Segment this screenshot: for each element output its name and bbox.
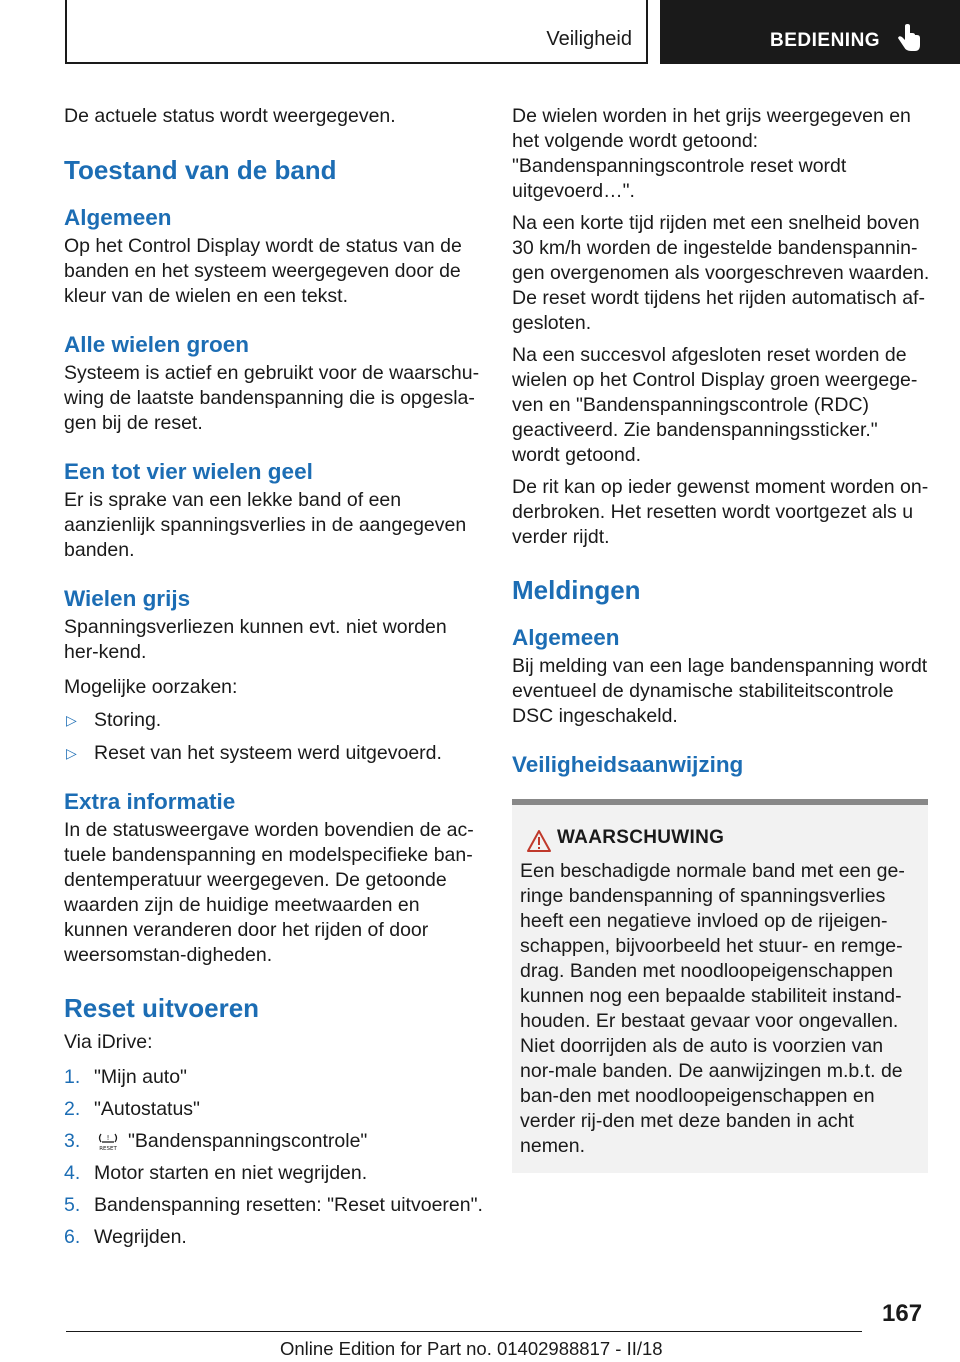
section-label[interactable]: BEDIENING — [770, 30, 881, 51]
warning-title: WAARSCHUWING — [557, 827, 725, 848]
list-item: 5. Bandenspanning resetten: "Reset uitvoeren". — [64, 1194, 483, 1216]
text-algemeen: Op het Control Display wordt de status van de banden en het systeem weergegeven door de kleur van de wielen en een tekst. — [64, 235, 462, 307]
list-item: 3. ! RESET "Bandenspanningscontrole" — [64, 1130, 368, 1152]
text-geel: Er is sprake van een lekke band of een aanzienlijk spanningsverlies in de aangegeven banden. — [64, 489, 467, 561]
heading-wielen-geel: Een tot vier wielen geel — [64, 459, 313, 484]
chapter-tab-label[interactable]: Veiligheid — [546, 28, 632, 50]
heading-meldingen: Meldingen — [512, 575, 641, 605]
section-header-bar — [660, 0, 960, 64]
text-melding: Bij melding van een lage bandenspanning wordt eventueel de dynamische stabiliteitscontrole DSC ingeschakeld. — [512, 655, 928, 727]
warning-triangle-icon — [526, 829, 552, 853]
list-item: ▷ Reset van het systeem werd uitgevoerd. — [66, 742, 442, 764]
intro-text: De actuele status wordt weergegeven. — [64, 105, 396, 127]
footer-edition: Online Edition for Part no. 01402988817 - II/18 — [280, 1338, 663, 1359]
text-korte-tijd: Na een korte tijd rijden met een snelheid boven 30 km/h worden de ingestelde bandenspannin‐gen overgenomen als voorgeschreven waarden. De reset wordt tijdens het rijden automatisch af‐gesloten. — [512, 212, 930, 334]
list-item: 1. "Mijn auto" — [64, 1066, 187, 1088]
right-column — [512, 102, 930, 1173]
text-succesvol: Na een succesvol afgesloten reset worden de wielen op het Control Display groen weergege‐ven en "Bandenspanningscontrole (RDC) geactiveerd. Zie bandenspanningssticker." wordt getoond. — [512, 344, 918, 466]
heading-extra-informatie: Extra informatie — [64, 789, 236, 814]
list-item: 4. Motor starten en niet wegrijden. — [64, 1162, 368, 1184]
heading-toestand: Toestand van de band — [64, 155, 337, 185]
heading-algemeen: Algemeen — [64, 205, 172, 230]
heading-algemeen-meldingen: Algemeen — [512, 625, 620, 650]
text-grijs: Spanningsverliezen kunnen evt. niet worden her‐kend. — [64, 616, 447, 663]
warning-box — [512, 799, 928, 1173]
list-item: 2. "Autostatus" — [64, 1098, 200, 1120]
tpms-reset-icon — [94, 1132, 122, 1152]
list-item: ▷ Storing. — [66, 709, 162, 731]
header-tab-box — [65, 0, 648, 64]
oorzaken-list — [64, 708, 484, 766]
left-column — [64, 102, 484, 1250]
text-wielen-grijs-info: De wielen worden in het grijs weergegeven en het volgende wordt getoond: "Bandenspanningscontrole reset wordt uitgevoerd…". — [512, 105, 911, 202]
bullet-marker-icon: ▷ — [66, 745, 77, 761]
text-idrive: Via iDrive: — [64, 1031, 153, 1053]
text-rit-onderbroken: De rit kan op ieder gewenst moment worden on‐derbroken. Het resetten wordt voortgezet als u verder rijdt. — [512, 476, 929, 548]
heading-alle-wielen-groen: Alle wielen groen — [64, 332, 250, 357]
heading-veiligheidsaanwijzing: Veiligheidsaanwijzing — [512, 752, 744, 777]
hand-pointer-icon — [896, 24, 922, 54]
svg-text:!: ! — [106, 1133, 110, 1142]
page-number: 167 — [882, 1300, 923, 1327]
heading-reset-uitvoeren: Reset uitvoeren — [64, 993, 260, 1023]
warning-text: Een beschadigde normale band met een ge‐ringe bandenspanning of spanningsverlies heeft een negatieve invloed op de rijeigen‐schappen, bijvoorbeeld het stuur- en remge‐drag. Banden met noodloopeigenschappen kunnen nog een bepaalde stabiliteit instand‐houden. Er bestaat gevaar voor ongevallen. Niet doorrijden als de auto is voorzien van nor‐male banden. De aanwijzingen m.b.t. de ban‐den met noodloopeigenschappen en verder rij‐den met deze banden in acht nemen. — [520, 860, 905, 1157]
reset-steps-list — [64, 1065, 484, 1250]
list-item: 6. Wegrijden. — [64, 1226, 187, 1248]
text-groen: Systeem is actief en gebruikt voor de waarschu‐wing de laatste bandenspanning die is opgesla‐gen bij de reset. — [64, 362, 480, 434]
text-extra: In de statusweergave worden bovendien de ac‐tuele bandenspanning en modelspecifieke ban‐dentemperatuur weergegeven. De getoonde waarden zijn de huidige meetwaarden en kunnen veranderen door het rijden of door weersomstan‐digheden. — [64, 819, 474, 966]
bullet-marker-icon: ▷ — [66, 712, 77, 728]
svg-text:RESET: RESET — [99, 1145, 117, 1152]
heading-wielen-grijs: Wielen grijs — [64, 586, 191, 611]
footer-divider — [66, 1331, 862, 1332]
text-oorzaken: Mogelijke oorzaken: — [64, 676, 238, 698]
